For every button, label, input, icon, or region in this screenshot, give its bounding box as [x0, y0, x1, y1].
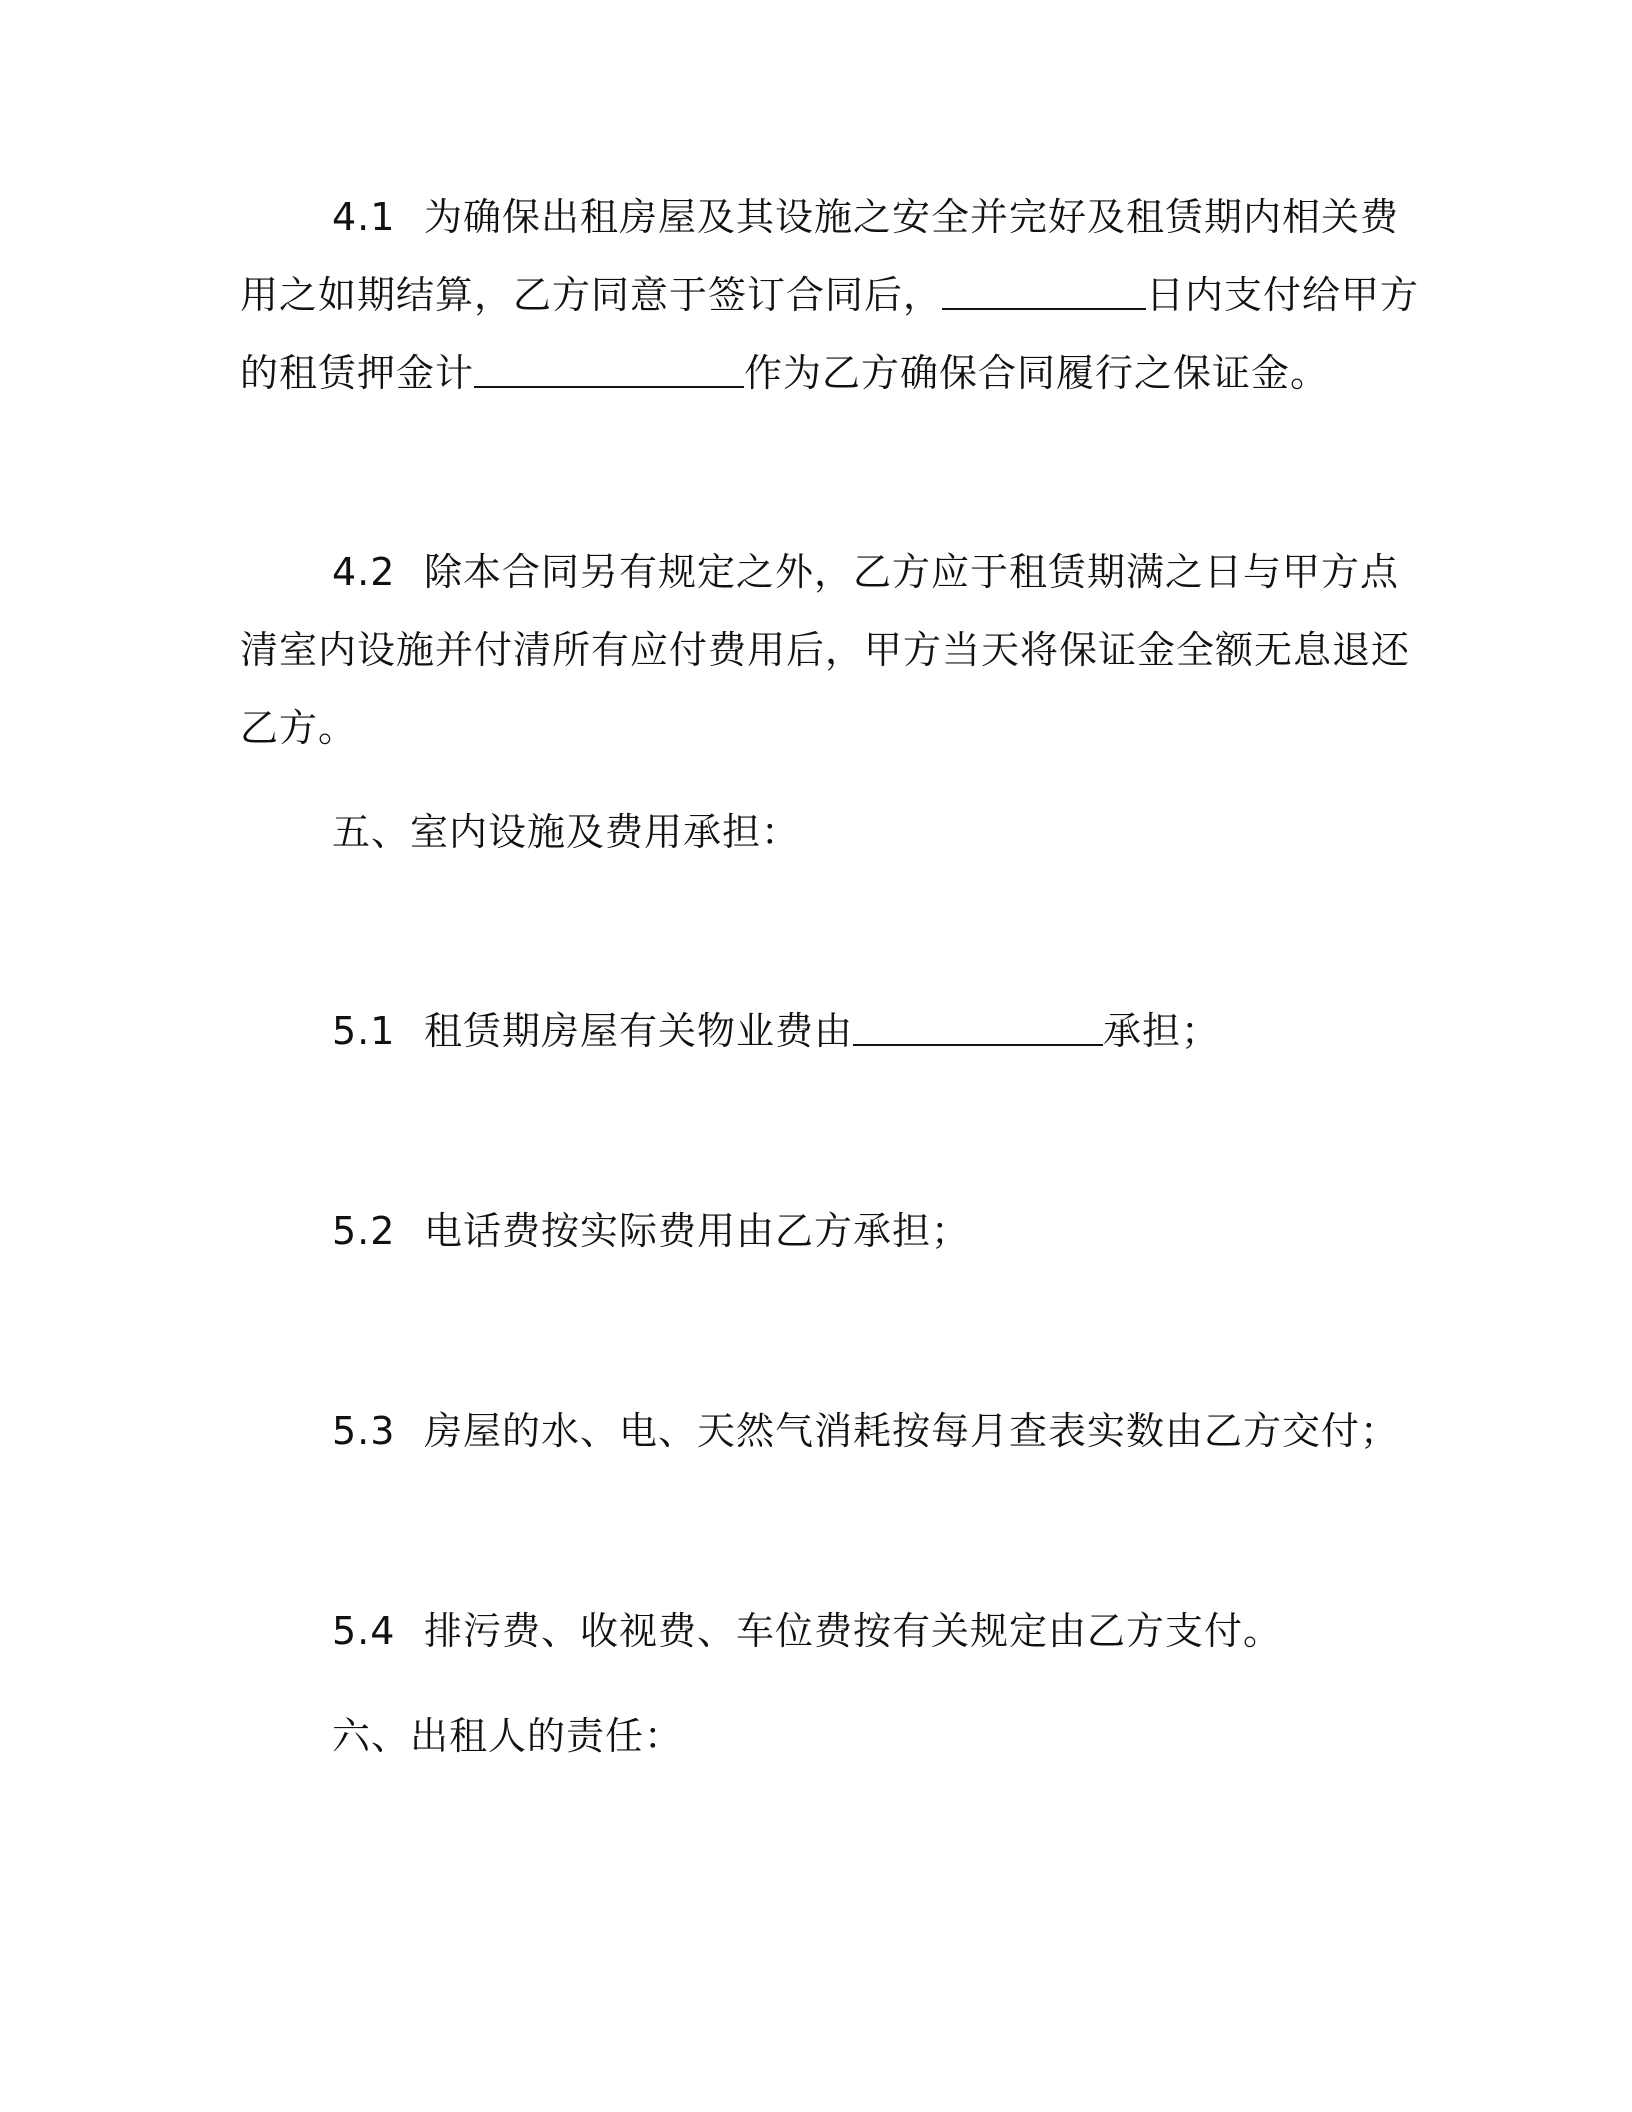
clause-text: 房屋的水、电、天然气消耗按每月查表实数由乙方交付； — [424, 1409, 1400, 1453]
clause-text: 清室内设施并付清所有应付费用后，甲方当天将保证金全额无息退还 — [240, 628, 1411, 672]
section-heading: 五、室内设施及费用承担： — [332, 810, 801, 854]
clause-5-4 — [332, 1605, 1400, 1657]
clause-4-1-line-2 — [240, 269, 1420, 321]
clause-text: 作为乙方确保合同履行之保证金。 — [744, 351, 1330, 395]
clause-text: 除本合同另有规定之外，乙方应于租赁期满之日与甲方点 — [424, 550, 1400, 594]
section-heading: 六、出租人的责任： — [332, 1714, 684, 1758]
clause-5-2 — [332, 1205, 1400, 1257]
clause-4-1-line-3 — [240, 347, 1400, 399]
clause-text: 的租赁押金计 — [240, 351, 475, 395]
fill-in-blank — [853, 1010, 1103, 1046]
clause-number: 5.4 — [332, 1609, 396, 1653]
clause-text: 承担； — [1103, 1009, 1221, 1053]
clause-text: 电话费按实际费用由乙方承担； — [424, 1209, 971, 1253]
section-5-heading — [332, 806, 1400, 858]
clause-number: 5.2 — [332, 1209, 396, 1253]
section-6-heading — [332, 1710, 1400, 1762]
clause-text: 用之如期结算，乙方同意于签订合同后， — [240, 273, 943, 317]
fill-in-blank — [942, 274, 1146, 310]
clause-4-2-line-3 — [240, 702, 1400, 754]
clause-number: 5.1 — [332, 1009, 396, 1053]
clause-number: 5.3 — [332, 1409, 396, 1453]
clause-number: 4.1 — [332, 195, 396, 239]
clause-text: 排污费、收视费、车位费按有关规定由乙方支付。 — [424, 1609, 1283, 1653]
clause-text: 日内支付给甲方 — [1146, 273, 1420, 317]
clause-5-1 — [332, 1005, 1400, 1057]
clause-text: 乙方。 — [240, 706, 358, 750]
clause-4-1-line-1 — [332, 191, 1400, 243]
clause-text: 为确保出租房屋及其设施之安全并完好及租赁期内相关费 — [424, 195, 1400, 239]
clause-number: 4.2 — [332, 550, 396, 594]
clause-5-3 — [332, 1405, 1400, 1457]
clause-text: 租赁期房屋有关物业费由 — [424, 1009, 854, 1053]
clause-4-2-line-2 — [240, 624, 1411, 676]
fill-in-blank — [474, 352, 744, 388]
clause-4-2-line-1 — [332, 546, 1400, 598]
